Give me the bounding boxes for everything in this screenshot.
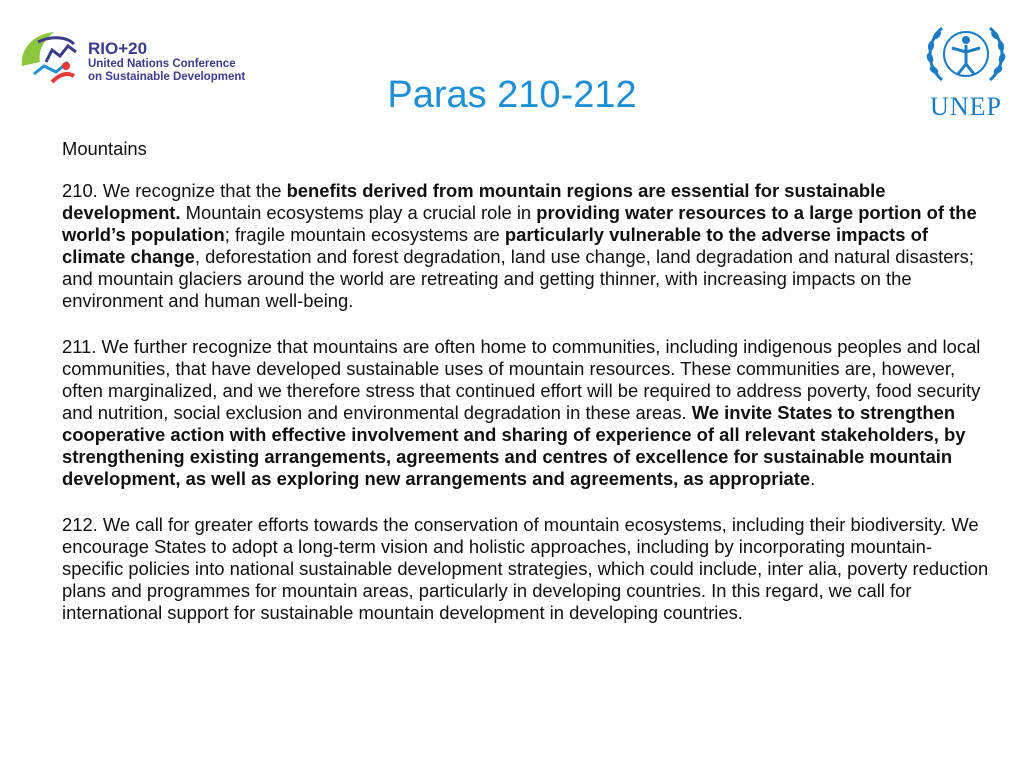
unep-text: UNEP bbox=[930, 92, 1002, 121]
bold-text-segment: benefits derived from mountain regions are essential for sustainable development. bbox=[62, 180, 886, 223]
section-heading: Mountains bbox=[62, 138, 147, 159]
bold-text-segment: We invite States to strengthen cooperative action with effective involvement and sharing of experience of all relevant stakeholders, by strengthening existing arrangements, agreements and centres of excellence for sustainable mountain development, as well as exploring new arrangements and agreements, as appropriate bbox=[62, 402, 966, 489]
text-segment: 210. We recognize that the bbox=[62, 180, 287, 201]
unep-logo bbox=[916, 20, 1016, 120]
rio20-line1: United Nations Conference bbox=[88, 58, 236, 70]
rio20-line2: on Sustainable Development bbox=[88, 70, 246, 83]
bold-text-segment: providing water resources to a large portion of the world’s population bbox=[62, 202, 977, 245]
bold-text-segment: particularly vulnerable to the adverse impacts of climate change bbox=[62, 224, 928, 267]
text-segment: , deforestation and forest degradation, land use change, land degradation and natural disasters; and mountain glaciers around the world are retreating and getting thinner, with increasing impacts on the environment and human well-being. bbox=[62, 246, 974, 311]
slide-body bbox=[62, 138, 992, 648]
paragraph-211 bbox=[62, 336, 992, 490]
rio20-title: RIO+20 bbox=[88, 39, 148, 58]
unep-wreath-icon bbox=[916, 20, 1016, 94]
slide-title: Paras 210-212 bbox=[387, 74, 637, 116]
text-segment: 211. We further recognize that mountains are often home to communities, including indigenous peoples and local communities, that have developed sustainable uses of mountain resources. These communities are, however, often marginalized, and we therefore stress that continued effort will be required to address poverty, food security and nutrition, social exclusion and environmental degradation in these areas. bbox=[62, 336, 981, 423]
text-segment: ; fragile mountain ecosystems are bbox=[224, 224, 505, 245]
text-segment: 212. We call for greater efforts towards the conservation of mountain ecosystems, including their biodiversity. We encourage States to adopt a long-term vision and holistic approaches, including by incorporating mountain-specific policies into national sustainable development strategies, which could include, inter alia, poverty reduction plans and programmes for mountain areas, particularly in developing countries. In this regard, we call for international support for sustainable mountain development in developing countries. bbox=[62, 514, 989, 623]
text-segment: . bbox=[810, 468, 816, 489]
text-segment: Mountain ecosystems play a crucial role in bbox=[180, 202, 537, 223]
paragraph-212 bbox=[62, 514, 992, 624]
paragraph-210 bbox=[62, 180, 992, 312]
